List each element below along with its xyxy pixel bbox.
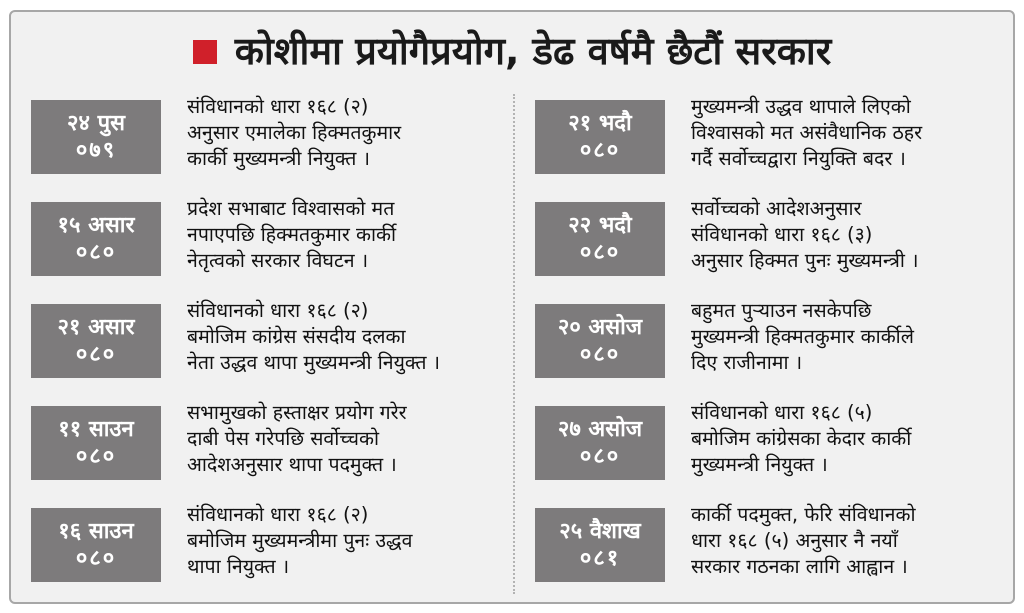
timeline-entry <box>535 196 1011 298</box>
description-line: संविधानको धारा १६८ (५) <box>691 401 873 424</box>
date-badge <box>535 406 665 480</box>
infographic-panel <box>9 10 1015 604</box>
date-year: ०८० <box>579 240 621 265</box>
column-divider <box>513 94 515 594</box>
description-line: अनुसार हिक्मत पुनः मुख्यमन्त्री । <box>691 248 919 272</box>
date-year: ०८० <box>579 138 621 163</box>
event-description <box>691 400 1009 478</box>
date-badge <box>31 508 161 582</box>
date-year: ०८० <box>579 444 621 469</box>
description-line: नेता उद्धव थापा मुख्यमन्त्री नियुक्त । <box>187 350 441 374</box>
timeline-entry <box>535 502 1011 604</box>
description-line: नपाएपछि हिक्मतकुमार कार्की <box>187 222 397 246</box>
date-badge <box>31 304 161 378</box>
date-year: ०७९ <box>75 138 117 163</box>
date-badge <box>535 508 665 582</box>
timeline-left-column <box>31 94 507 604</box>
description-line: थापा नियुक्त । <box>187 554 290 578</box>
description-line: सभामुखको हस्ताक्षर प्रयोग गरेर <box>187 401 407 424</box>
date-badge <box>31 100 161 174</box>
description-line: सरकार गठनका लागि आह्वान । <box>691 554 908 578</box>
event-description <box>691 298 1009 376</box>
description-line: दिए राजीनामा । <box>691 350 803 374</box>
timeline-entry <box>535 400 1011 502</box>
date-year: ०८० <box>75 240 117 265</box>
date-day: २१ असार <box>57 314 135 340</box>
description-line: दाबी पेस गरेपछि सर्वोच्चको <box>187 426 380 450</box>
date-badge <box>31 202 161 276</box>
description-line: कार्की पदमुक्त, फेरि संविधानको <box>691 503 916 526</box>
timeline-entry <box>31 196 507 298</box>
timeline-right-column <box>535 94 1011 604</box>
description-line: अनुसार एमालेका हिक्मतकुमार <box>187 120 402 144</box>
event-description <box>691 94 1009 172</box>
date-day: ११ साउन <box>58 416 134 442</box>
date-day: २० असोज <box>557 314 643 340</box>
event-description <box>187 298 505 376</box>
date-day: १६ साउन <box>58 518 134 544</box>
description-line: सर्वोच्चको आदेशअनुसार <box>691 197 862 220</box>
description-line: बमोजिम कांग्रेस संसदीय दलका <box>187 324 406 348</box>
description-line: धारा १६८ (५) अनुसार नै नयाँ <box>691 528 898 552</box>
date-year: ०८० <box>75 444 117 469</box>
date-day: २१ भदौ <box>568 110 632 136</box>
page-title: कोशीमा प्रयोगैप्रयोग, डेढ वर्षमै छैटौं सरकार <box>234 29 832 74</box>
timeline-entry <box>31 298 507 400</box>
description-line: प्रदेश सभाबाट विश्वासको मत <box>187 197 395 220</box>
description-line: कार्की मुख्यमन्त्री नियुक्त । <box>187 146 370 170</box>
event-description <box>187 502 505 580</box>
description-line: बमोजिम मुख्यमन्त्रीमा पुनः उद्धव <box>187 528 413 552</box>
description-line: बमोजिम कांग्रेसका केदार कार्की <box>691 426 912 450</box>
date-day: २७ असोज <box>557 416 643 442</box>
date-year: ०८१ <box>579 546 621 571</box>
description-line: बहुमत पुऱ्याउन नसकेपछि <box>691 299 872 322</box>
description-line: मुख्यमन्त्री उद्धव थापाले लिएको <box>691 95 911 118</box>
description-line: मुख्यमन्त्री नियुक्त । <box>691 452 828 476</box>
date-year: ०८० <box>579 342 621 367</box>
event-description <box>691 196 1009 274</box>
description-line: आदेशअनुसार थापा पदमुक्त । <box>187 452 397 476</box>
date-badge <box>535 304 665 378</box>
event-description <box>187 400 505 478</box>
date-day: १५ असार <box>57 212 135 238</box>
timeline-entry <box>535 298 1011 400</box>
date-day: २४ पुस <box>67 110 125 136</box>
event-description <box>691 502 1009 580</box>
description-line: विश्वासको मत असंवैधानिक ठहर <box>691 120 923 144</box>
description-line: संविधानको धारा १६८ (३) <box>691 222 873 246</box>
date-year: ०८० <box>75 546 117 571</box>
timeline-entry <box>31 502 507 604</box>
description-line: संविधानको धारा १६८ (२) <box>187 299 369 322</box>
event-description <box>187 94 505 172</box>
description-line: मुख्यमन्त्री हिक्मतकुमार कार्कीले <box>691 324 914 348</box>
title-row <box>11 22 1013 82</box>
date-year: ०८० <box>75 342 117 367</box>
timeline-entry <box>31 400 507 502</box>
description-line: संविधानको धारा १६८ (२) <box>187 503 369 526</box>
event-description <box>187 196 505 274</box>
timeline-entry <box>535 94 1011 196</box>
date-badge <box>535 100 665 174</box>
description-line: नेतृत्वको सरकार विघटन । <box>187 248 369 272</box>
date-badge <box>31 406 161 480</box>
description-line: गर्दै सर्वोच्चद्वारा नियुक्ति बदर । <box>691 146 906 170</box>
date-day: २२ भदौ <box>568 212 632 238</box>
date-badge <box>535 202 665 276</box>
timeline-entry <box>31 94 507 196</box>
date-day: २५ वैशाख <box>559 518 641 544</box>
title-square-marker <box>193 40 217 64</box>
description-line: संविधानको धारा १६८ (२) <box>187 95 369 118</box>
